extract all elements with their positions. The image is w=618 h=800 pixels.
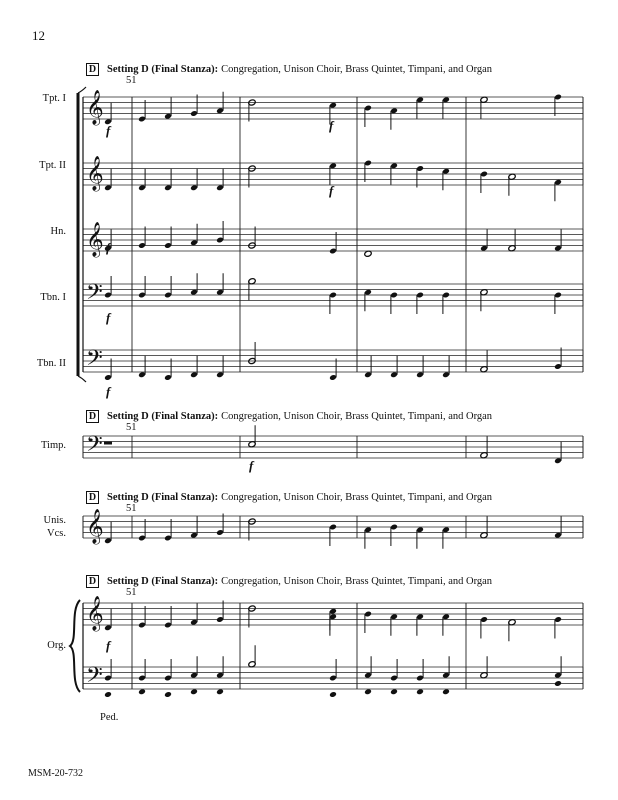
note: [216, 514, 224, 536]
note: [364, 611, 372, 633]
note: [364, 526, 372, 548]
note: [216, 356, 224, 378]
instrument-label-timp: Timp.: [40, 440, 66, 451]
note: [480, 656, 488, 679]
instrument-label-tbn2: Tbn. II: [36, 358, 66, 369]
note: [164, 359, 172, 381]
bass-clef: 𝄢: [86, 346, 103, 376]
note: [329, 613, 337, 635]
organ-brace: [70, 600, 80, 692]
note: [442, 613, 450, 635]
instrument-label-org: Org.: [47, 640, 66, 651]
note: [416, 659, 424, 681]
note: [138, 100, 146, 122]
whole-rest: [104, 442, 112, 445]
note: [138, 356, 146, 378]
note: [416, 292, 424, 314]
rehearsal-description: Congregation, Unison Choir, Brass Quintet, Timpani, and Organ: [221, 491, 493, 503]
measure-number: 51: [126, 503, 137, 514]
rehearsal-description: Congregation, Unison Choir, Brass Quintet, Timpani, and Organ: [221, 63, 493, 75]
note: [390, 162, 398, 184]
note: [138, 227, 146, 249]
note: [216, 656, 224, 678]
rehearsal-letter-box: D: [86, 491, 99, 504]
note: [554, 442, 562, 464]
note: [442, 292, 450, 314]
note: [216, 221, 224, 243]
instrument-label-vcs: Vcs.: [47, 528, 66, 539]
note: [364, 656, 372, 678]
note: [164, 97, 172, 119]
note: [164, 276, 172, 298]
bass-clef: 𝄢: [86, 663, 103, 693]
notehead: [164, 691, 172, 698]
note: [364, 356, 372, 378]
instrument-label-tpt1: Tpt. I: [42, 93, 66, 104]
note: [480, 516, 488, 539]
note: [442, 168, 450, 190]
note: [416, 526, 424, 548]
note: [508, 229, 516, 252]
note: [138, 519, 146, 541]
notehead: [329, 691, 337, 698]
notehead: [104, 691, 112, 698]
note: [190, 169, 198, 191]
note: [480, 436, 488, 459]
treble-clef: 𝄞: [86, 222, 104, 257]
system-brackets: [70, 87, 86, 692]
dynamic-forte: f: [106, 123, 111, 138]
note: [554, 229, 562, 251]
note: [138, 276, 146, 298]
note: [329, 659, 337, 681]
note: [554, 348, 562, 370]
note: [416, 356, 424, 378]
pedal-label: Ped.: [100, 712, 119, 723]
note: [416, 613, 424, 635]
rehearsal-title: Setting D (Final Stanza):: [107, 575, 219, 587]
note: [554, 516, 562, 538]
note: [390, 107, 398, 129]
note: [190, 224, 198, 246]
note: [104, 276, 112, 298]
note: [329, 162, 337, 184]
note: [508, 173, 516, 196]
bracket-hook: [78, 87, 86, 93]
measure-number: 51: [126, 587, 137, 598]
note: [554, 292, 562, 314]
instrument-label-tbn1: Tbn. I: [40, 292, 66, 303]
dynamic-forte: f: [329, 118, 334, 133]
rehearsal-letter-box: D: [86, 410, 99, 423]
dynamics: [106, 118, 335, 653]
note: [104, 659, 112, 681]
note: [190, 356, 198, 378]
note: [248, 278, 256, 301]
note: [216, 92, 224, 114]
note: [104, 609, 112, 631]
note: [364, 160, 372, 182]
clefs: [86, 90, 104, 693]
note: [164, 169, 172, 191]
measure-number: 51: [126, 422, 137, 433]
note: [329, 359, 337, 381]
note: [164, 606, 172, 628]
note: [480, 229, 488, 251]
treble-clef: 𝄞: [86, 596, 104, 631]
note: [164, 519, 172, 541]
dynamic-forte: f: [106, 240, 111, 255]
note: [480, 289, 488, 312]
note: [329, 292, 337, 314]
note: [164, 227, 172, 249]
measure-number: 51: [126, 75, 137, 86]
note: [480, 350, 488, 373]
note: [104, 169, 112, 191]
page-number: 12: [32, 28, 45, 43]
note: [554, 616, 562, 638]
note: [329, 524, 337, 546]
note: [138, 169, 146, 191]
notehead: [554, 680, 562, 687]
note: [104, 103, 112, 125]
note: [216, 169, 224, 191]
note: [554, 179, 562, 201]
rehearsal-title: Setting D (Final Stanza):: [107, 63, 219, 75]
bass-clef: 𝄢: [86, 280, 103, 310]
note: [390, 524, 398, 546]
rehearsal-letter-box: D: [86, 575, 99, 588]
instrument-label-tpt2: Tpt. II: [39, 160, 66, 171]
treble-clef: 𝄞: [86, 509, 104, 544]
note: [190, 95, 198, 117]
instrument-label-unis: Unis.: [43, 515, 66, 526]
note: [216, 601, 224, 623]
treble-clef: 𝄞: [86, 90, 104, 125]
catalog-number: MSM-20-732: [28, 768, 84, 779]
note: [390, 356, 398, 378]
bass-clef: 𝄢: [86, 432, 103, 462]
note: [442, 96, 450, 118]
note: [364, 105, 372, 127]
note: [442, 526, 450, 548]
rehearsal-description: Congregation, Unison Choir, Brass Quintet, Timpani, and Organ: [221, 410, 493, 422]
note: [442, 656, 450, 678]
note: [480, 616, 488, 638]
bracket-hook: [78, 376, 86, 382]
note: [480, 171, 488, 193]
rehearsal-letter-box: D: [86, 63, 99, 76]
note: [248, 425, 256, 448]
note: [190, 603, 198, 625]
note: [164, 659, 172, 681]
dynamic-forte: f: [329, 183, 334, 198]
note: [216, 273, 224, 295]
treble-clef: 𝄞: [86, 156, 104, 191]
note: [104, 522, 112, 544]
note: [416, 96, 424, 118]
note: [248, 645, 256, 668]
dynamic-forte: f: [106, 310, 111, 325]
note: [138, 606, 146, 628]
note: [390, 613, 398, 635]
note: [442, 356, 450, 378]
note: [190, 273, 198, 295]
note: [104, 359, 112, 381]
note: [508, 619, 516, 642]
note: [364, 289, 372, 311]
dynamic-forte: f: [106, 384, 111, 399]
rehearsal-description: Congregation, Unison Choir, Brass Quintet, Timpani, and Organ: [221, 575, 493, 587]
note: [390, 292, 398, 314]
note: [416, 165, 424, 187]
dynamic-forte: f: [106, 638, 111, 653]
note: [190, 656, 198, 678]
dynamic-forte: f: [249, 458, 254, 473]
note: [390, 659, 398, 681]
note: [329, 232, 337, 254]
note: [554, 94, 562, 116]
rehearsal-title: Setting D (Final Stanza):: [107, 410, 219, 422]
note: [190, 516, 198, 538]
note: [554, 656, 562, 678]
note: [480, 96, 488, 119]
note: [138, 659, 146, 681]
instrument-label-hn: Hn.: [50, 226, 66, 237]
rehearsal-title: Setting D (Final Stanza):: [107, 491, 219, 503]
